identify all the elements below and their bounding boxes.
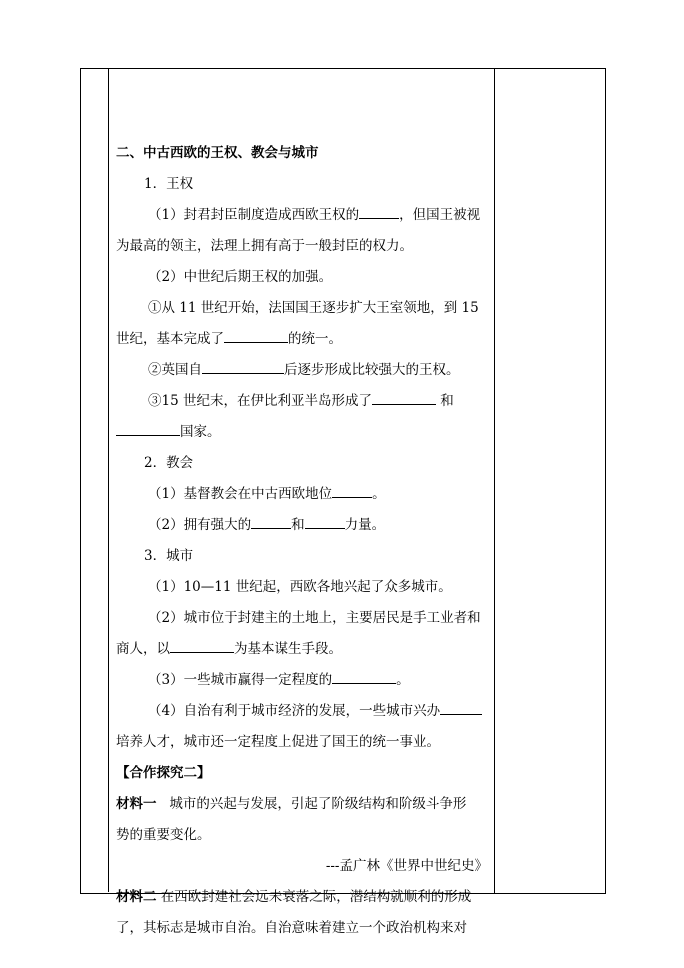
table-left-column: [80, 68, 109, 892]
royal-sub-3: ③15 世纪末，在伊比利亚半岛形成了 和: [116, 386, 488, 417]
blank-field: [305, 513, 345, 529]
city-item-3: （3）一些城市赢得一定程度的 。: [116, 665, 488, 696]
material-1: 材料一 城市的兴起与发展，引起了阶级结构和阶级斗争形: [116, 796, 467, 812]
royal-item-2: （2）中世纪后期王权的加强。: [148, 269, 333, 285]
blank-field: [372, 389, 436, 405]
royal-sub-1-cont: 世纪，基本完成了 的统一。: [116, 324, 488, 355]
blank-field: [332, 668, 396, 684]
city-item-2: （2）城市位于封建主的土地上，主要居民是手工业者和: [148, 610, 481, 626]
royal-sub-1: ①从 11 世纪开始，法国国王逐步扩大王室领地，到 15: [148, 300, 479, 316]
royal-sub-3-cont: 国家。: [116, 417, 488, 448]
section-title: 二、中古西欧的王权、教会与城市: [116, 145, 319, 161]
church-item-2: （2）拥有强大的 和 力量。: [116, 510, 488, 541]
table-right-column: [494, 68, 606, 894]
church-title: 2．教会: [144, 455, 194, 471]
city-item-4-cont: 培养人才，城市还一定程度上促进了国王的统一事业。: [116, 734, 440, 750]
material-2-label: 材料二: [116, 889, 157, 905]
city-item-2-cont: 商人，以 为基本谋生手段。: [116, 634, 488, 665]
main-content-cell: [116, 138, 488, 944]
city-item-1: （1）10—11 世纪起，西欧各地兴起了众多城市。: [148, 579, 452, 595]
material-2: 材料二 在西欧封建社会远未衰落之际，潜结构就顺利的形成: [116, 889, 472, 905]
royal-item-1-cont: 为最高的领主，法理上拥有高于一般封臣的权力。: [116, 238, 413, 254]
blank-field: [440, 699, 482, 715]
blank-field: [116, 420, 180, 436]
material-1-cont: 势的重要变化。: [116, 827, 211, 843]
city-item-4: （4）自治有利于城市经济的发展，一些城市兴办: [116, 696, 488, 727]
royal-item-1: （1）封君封臣制度造成西欧王权的 ，但国王被视: [116, 200, 488, 231]
royal-power-title: 1．王权: [144, 176, 194, 192]
city-title: 3．城市: [144, 548, 194, 564]
royal-sub-2: ②英国自 后逐步形成比较强大的王权。: [116, 355, 488, 386]
material-1-label: 材料一: [116, 796, 157, 812]
material-2-cont: 了，其标志是城市自治。自治意味着建立一个政治机构来对: [116, 920, 467, 936]
blank-field: [251, 513, 291, 529]
blank-field: [224, 327, 288, 343]
blank-field: [332, 482, 372, 498]
church-item-1: （1）基督教会在中古西欧地位 。: [116, 479, 488, 510]
blank-field: [170, 637, 234, 653]
blank-field: [359, 203, 399, 219]
blank-field: [202, 358, 284, 374]
cooperative-inquiry-title: 【合作探究二】: [116, 765, 211, 781]
material-1-source: ---孟广林《世界中世纪史》: [325, 858, 488, 874]
